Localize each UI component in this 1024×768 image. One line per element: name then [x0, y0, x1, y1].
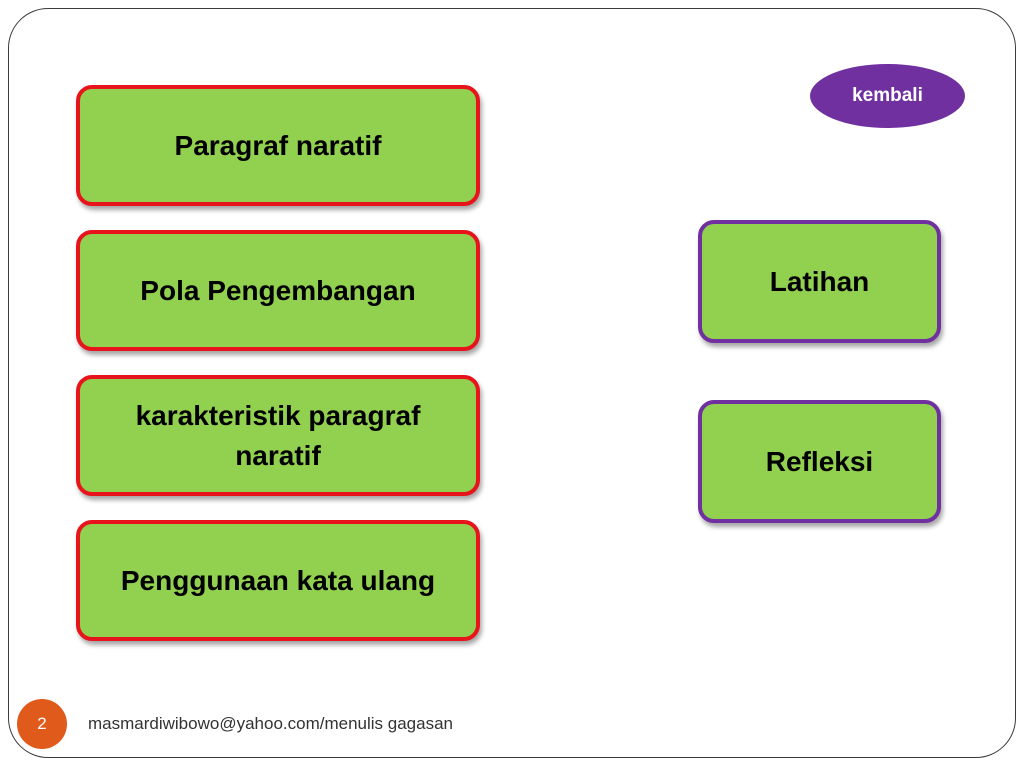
kembali-button[interactable]: kembali: [810, 64, 965, 128]
page-number-badge: 2: [17, 699, 67, 749]
menu-button-pola-pengembangan[interactable]: Pola Pengembangan: [76, 230, 480, 351]
footer-text: masmardiwibowo@yahoo.com/menulis gagasan: [88, 714, 453, 733]
refleksi-button[interactable]: Refleksi: [698, 400, 941, 523]
menu-button-penggunaan-kata-ulang[interactable]: Penggunaan kata ulang: [76, 520, 480, 641]
latihan-button[interactable]: Latihan: [698, 220, 941, 343]
menu-button-paragraf-naratif[interactable]: Paragraf naratif: [76, 85, 480, 206]
menu-button-karakteristik[interactable]: karakteristik paragraf naratif: [76, 375, 480, 496]
